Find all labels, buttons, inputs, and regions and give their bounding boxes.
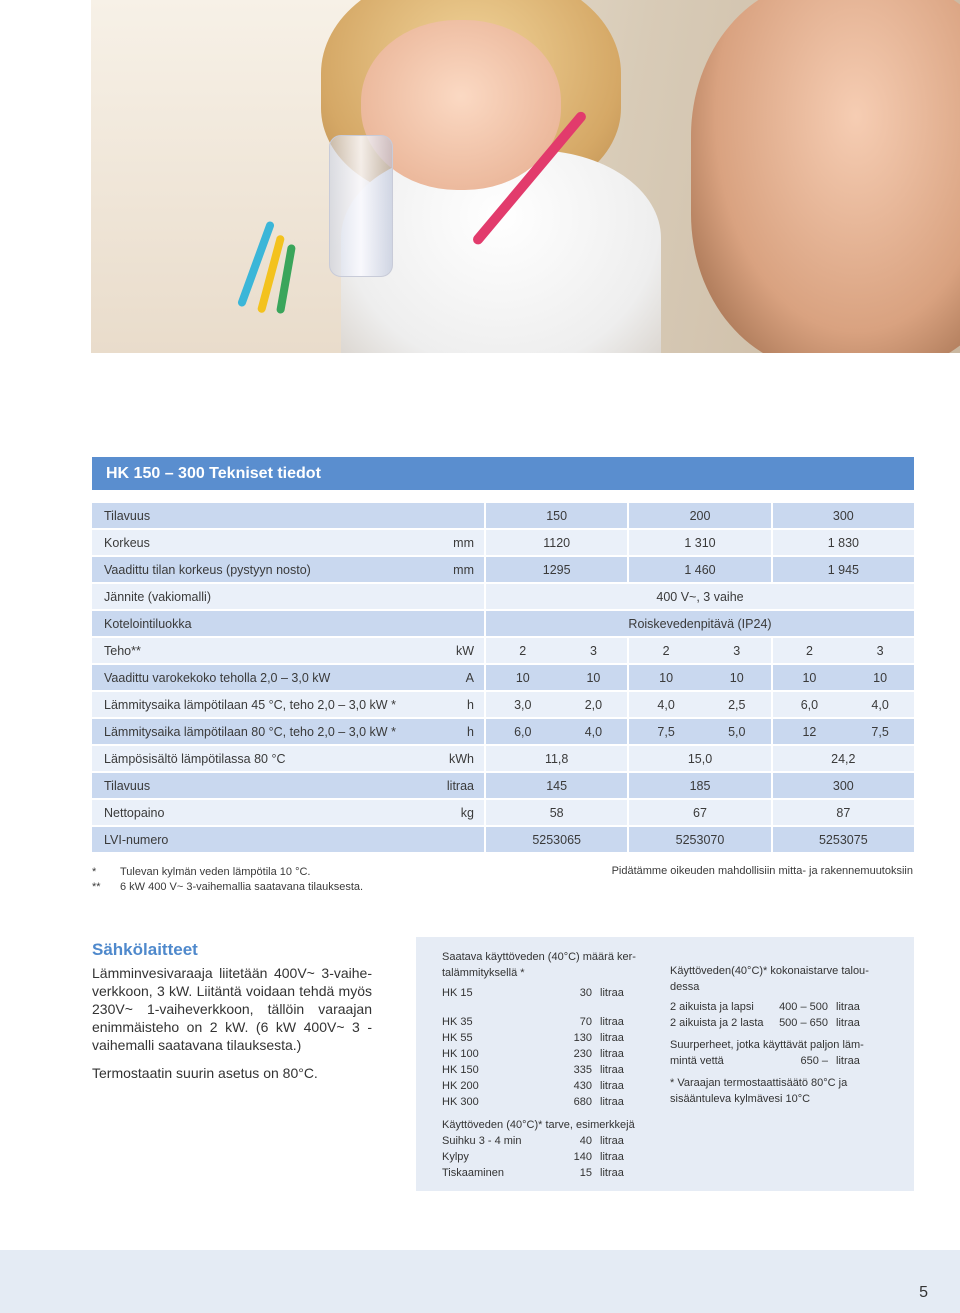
table-row [92,746,914,773]
cell: 7,5 [846,719,914,746]
list-item: HK 55 130 litraa [442,1032,624,1044]
list-item: HK 150 335 litraa [442,1064,624,1076]
cell: 1 460 [627,557,770,584]
list-item: 650 – litraa [800,1055,860,1067]
column-title: Käyttöveden(40°C)* kokonaistarve taloudessa [670,965,869,993]
list-item: 2 aikuista ja lapsi 400 – 500 litraa [670,1001,860,1013]
cell: 1 310 [627,530,770,557]
row-unit: h [414,692,484,719]
section-title: Sähkölaitteet [92,940,198,959]
table-row [92,530,914,557]
footnote: * Tulevan kylmän veden lämpötila 10 °C. [92,866,311,878]
cell: 3 [703,638,771,665]
list-item: Tiskaaminen 15 litraa [442,1167,624,1179]
cell: 2 [771,638,847,665]
table-row [92,800,914,827]
list-item: HK 200 430 litraa [442,1080,624,1092]
cell: 1 945 [771,557,914,584]
cell: 5,0 [703,719,771,746]
list-item: Kylpy 140 litraa [442,1151,624,1163]
cell: 87 [771,800,914,827]
table-row [92,827,914,854]
row-label: Jännite (vakiomalli) [92,584,414,611]
cell: 200 [627,503,770,530]
water-glass [329,135,393,277]
cell: 1295 [484,557,627,584]
cell: 300 [771,503,914,530]
cell: 2 [627,638,703,665]
cell: 15,0 [627,746,770,773]
row-label: Tilavuus [92,773,414,800]
footnote: ** 6 kW 400 V~ 3-vaihemallia saatavana tilauksesta. [92,881,364,893]
note: * Varaajan termostaattisäätö 80°C ja sisääntuleva kylmävesi 10°C [670,1077,848,1105]
row-label: Tilavuus [92,503,414,530]
cell: 6,0 [771,692,847,719]
cell: 4,0 [560,719,628,746]
row-label: Teho** [92,638,414,665]
spec-header: HK 150 – 300 Tekniset tiedot [92,457,914,490]
usage-examples-column [442,1117,642,1181]
row-unit: kg [414,800,484,827]
list-item: HK 100 230 litraa [442,1048,624,1060]
list-item: 2 aikuista ja 2 lasta 500 – 650 litraa [670,1017,860,1029]
table-row [92,584,914,611]
row-unit: A [414,665,484,692]
table-row [92,692,914,719]
cell: 11,8 [484,746,627,773]
row-label: Lämmitysaika lämpötilaan 45 °C, teho 2,0 – 3,0 kW * [92,692,414,719]
cell: 5253065 [484,827,627,854]
cell: 145 [484,773,627,800]
table-row [92,665,914,692]
column-title: Käyttöveden (40°C)* tarve, esimerkkejä [442,1119,635,1131]
cell: 300 [771,773,914,800]
cell: 67 [627,800,770,827]
table-row [92,638,914,665]
footnotes [92,865,363,895]
cell: 10 [771,665,847,692]
table-row [92,503,914,530]
row-label: Korkeus [92,530,414,557]
list-item: HK 35 70 litraa [442,1016,624,1028]
list-item: HK 300 680 litraa [442,1096,624,1108]
list-item: HK 15 30 litraa [442,987,624,999]
cell: 10 [484,665,560,692]
cell: 10 [627,665,703,692]
cell: 2 [484,638,560,665]
cell: 3 [846,638,914,665]
cell: 3,0 [484,692,560,719]
cell: 7,5 [627,719,703,746]
cell: 10 [846,665,914,692]
row-unit: mm [414,557,484,584]
row-label: Lämmitysaika lämpötilaan 80 °C, teho 2,0 – 3,0 kW * [92,719,414,746]
cell: 3 [560,638,628,665]
page-number: 5 [919,1284,928,1301]
table-row [92,773,914,800]
cell: 2,0 [560,692,628,719]
table-row [92,557,914,584]
cell: 5253075 [771,827,914,854]
cell: 2,5 [703,692,771,719]
row-label: Vaadittu tilan korkeus (pystyyn nosto) [92,557,414,584]
table-row [92,719,914,746]
cell: 10 [703,665,771,692]
water-info-box [416,937,914,1191]
water-amount-column [442,949,642,1110]
cell: 185 [627,773,770,800]
row-unit: kWh [414,746,484,773]
cell: 4,0 [627,692,703,719]
paragraph: Termostaatin suurin asetus on 80°C. [92,1065,318,1081]
electrics-section [92,940,372,1092]
list-item: Suihku 3 - 4 min 40 litraa [442,1135,624,1147]
woman-figure [691,0,960,353]
cell: 10 [560,665,628,692]
hero-photo [91,0,960,353]
list-item: Suurperheet, jotka käyttävät paljon lämmintä vettä [670,1039,864,1067]
row-unit: litraa [414,773,484,800]
cell: 400 V~, 3 vaihe [484,584,914,611]
row-label: Lämpösisältö lämpötilassa 80 °C [92,746,414,773]
paragraph: Lämminvesivaraaja liitetään 400V~ 3-vaiheverkkoon, 3 kW. Liitäntä voidaan tehdä myös 230V~ 1-vaiheverkkoon, tällöin varaajan enimmäisteho on 2 kW. (6 kW 400V~ 3 - vaihemalli saatavana tilauksesta.) [92,965,372,1053]
cell: Roiskevedenpitävä (IP24) [484,611,914,638]
row-label: Nettopaino [92,800,414,827]
column-title: Saatava käyttöveden (40°C) määrä kertalämmityksellä * [442,951,636,979]
cell: 1 830 [771,530,914,557]
cell: 150 [484,503,627,530]
cell: 4,0 [846,692,914,719]
rights-notice: Pidätämme oikeuden mahdollisiin mitta- ja rakennemuutoksiin [611,865,913,877]
table-row [92,611,914,638]
cell: 5253070 [627,827,770,854]
cell: 6,0 [484,719,560,746]
row-unit: mm [414,530,484,557]
row-unit: h [414,719,484,746]
row-label: LVI-numero [92,827,414,854]
row-label: Vaadittu varokekoko teholla 2,0 – 3,0 kW [92,665,414,692]
cell: 24,2 [771,746,914,773]
row-label: Kotelointiluokka [92,611,414,638]
cell: 12 [771,719,847,746]
household-need-column [670,963,870,1107]
spec-table [92,503,914,854]
cell: 58 [484,800,627,827]
page-footer [0,1250,960,1313]
row-unit: kW [414,638,484,665]
cell: 1120 [484,530,627,557]
